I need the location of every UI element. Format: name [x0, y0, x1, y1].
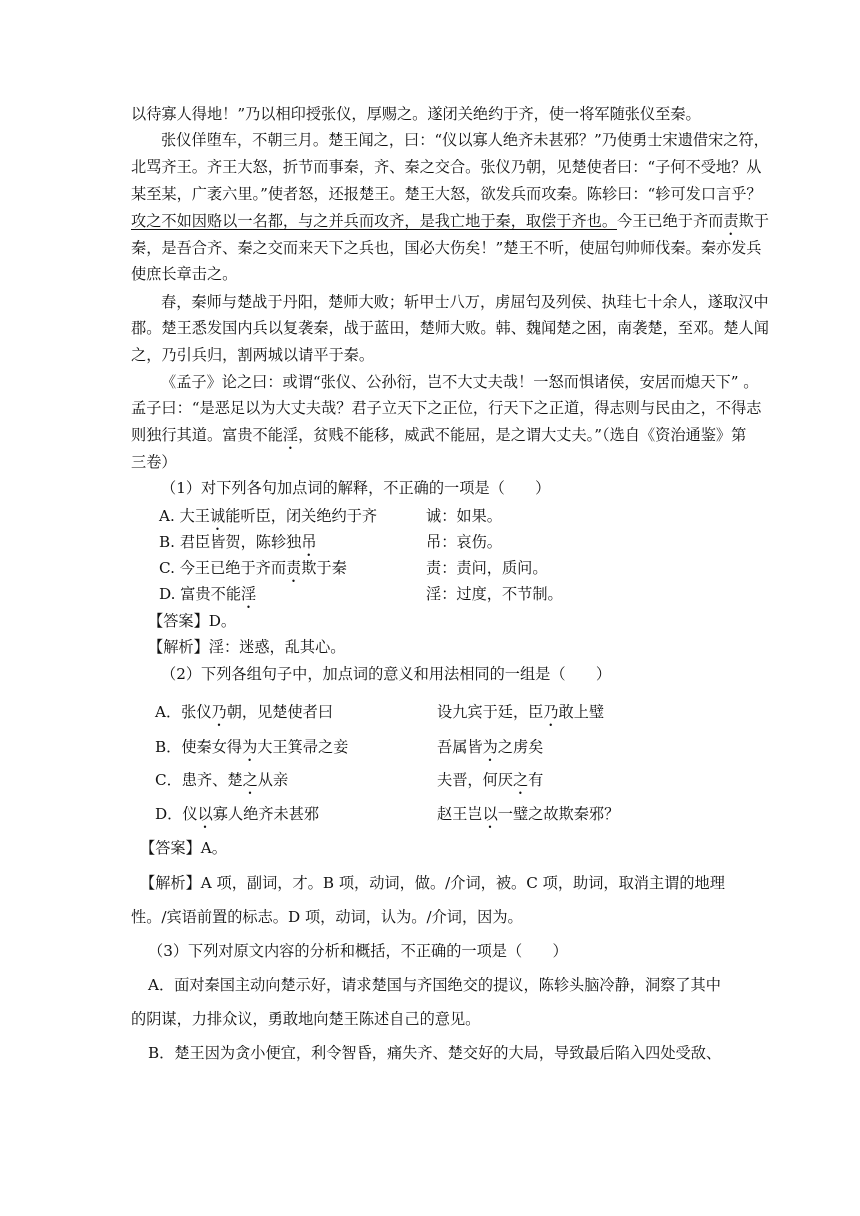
q1-option-b-explanation: 吊：哀伤。 [426, 533, 502, 551]
dotted-word: 乃 [543, 703, 559, 721]
passage-line: 秦，是吾合齐、秦之交而来天下之兵也，国必大伤矣！”楚王不听，使屈匄帅师伐秦。秦亦发兵 [131, 239, 762, 257]
dotted-word: 吊 [301, 533, 317, 551]
q2-option-b-right: 吾属皆为之虏矣 [437, 738, 544, 756]
passage-line: 北骂齐王。齐王大怒，折节而事秦，齐、秦之交合。张仪乃朝，见楚使者曰：“子何不受地？从 [131, 158, 762, 176]
question-3-stem: （3）下列对原文内容的分析和概括，不正确的一项是（ ） [148, 942, 568, 960]
q2-option-c: C．患齐、楚之从亲 夫晋，何厌之有 [155, 770, 736, 798]
q2-answer: 【答案】A。 [140, 839, 227, 857]
underlined-sentence: 攻之不如因赂以一名都，与之并兵而攻齐，是我亡地于秦，取偿于齐也。 [131, 212, 617, 230]
q3-option-b: B．楚王因为贪小便宜，利令智昏，痛失齐、楚交好的大局，导致最后陷入四处受敌、 [148, 1044, 722, 1062]
q2-option-b: B．使秦女得为大王箕帚之妾 吾属皆为之虏矣 [155, 737, 736, 765]
q3-option-a-cont: 的阴谋，力排众议，勇敢地向楚王陈述自己的意见。 [131, 1010, 481, 1028]
q1-option-a-explanation: 诚：如果。 [426, 507, 502, 525]
passage-line: 《孟子》论之曰：或谓“张仪、公孙衍，岂不大丈夫哉！一怒而惧诸侯，安居而熄天下” 。 [161, 373, 759, 391]
q2-option-a-right: 设九宾于廷，臣乃敢上璧 [437, 703, 605, 721]
q1-analysis: 【解析】淫：迷惑，乱其心。 [148, 638, 346, 656]
passage-line: 张仪佯堕车，不朝三月。楚王闻之，曰：“仪以寡人绝齐未甚邪？”乃使勇士宋遗借宋之符， [161, 131, 769, 149]
q1-answer: 【答案】D。 [148, 612, 237, 630]
q1-option-d-explanation: 淫：过度，不节制。 [426, 585, 563, 603]
q1-option-c-explanation: 责：责问，质问。 [426, 559, 548, 577]
passage-line: 春，秦师与楚战于丹阳，楚师大败；斩甲士八万，虏屈匄及列侯、执珪七十余人，遂取汉中 [161, 293, 769, 311]
passage-line: 使庶长章击之。 [131, 265, 238, 283]
q2-option-a: A．张仪乃朝，见楚使者曰 设九宾于廷，臣乃敢上璧 [155, 702, 736, 730]
passage-line: 以待寡人得地！”乃以相印授张仪，厚赐之。遂闭关绝约于齐，使一将军随张仪至秦。 [131, 105, 701, 123]
dotted-word: 为 [242, 738, 258, 756]
q1-option-d: D. 富贵不能淫 淫：过度，不节制。 [159, 585, 563, 603]
q2-option-c-right: 夫晋，何厌之有 [437, 771, 544, 789]
passage-line: 则独行其道。富贵不能淫，贫贱不能移，威武不能屈，是之谓大丈夫。”（选自《资治通鉴》第 [131, 426, 747, 444]
dotted-word: 为 [482, 738, 498, 756]
dotted-word: 责 [723, 212, 739, 230]
q1-option-a: A. 大王诚能听臣，闭关绝约于齐 诚：如果。 [159, 507, 502, 525]
passage-line: 孟子曰：“是恶足以为大丈夫哉？君子立天下之正位，行天下之正道，得志则与民由之，不得志 [131, 399, 762, 417]
q2-option-d: D．仪以寡人绝齐未甚邪 赵王岂以一璧之故欺秦邪？ [155, 804, 736, 832]
q2-analysis-cont: 性。/宾语前置的标志。D 项，动词，认为。/介词，因为。 [131, 908, 523, 926]
q3-option-a: A．面对秦国主动向楚示好，请求楚国与齐国绝交的提议，陈轸头脑冷静，洞察了其中 [148, 976, 721, 994]
q1-option-c: C. 今王已绝于齐而责欺于秦 责：责问，质问。 [159, 559, 548, 577]
q2-analysis: 【解析】A 项，副词，才。B 项，动词，做。/介词，被。C 项，助词，取消主谓的地理 [140, 874, 725, 892]
dotted-word: 乃 [211, 703, 227, 721]
dotted-word: 责 [286, 559, 302, 577]
dotted-word: 以 [197, 805, 213, 823]
passage-line: 三卷） [131, 453, 177, 471]
passage-line: 攻之不如因赂以一名都，与之并兵而攻齐，是我亡地于秦，取偿于齐也。今王已绝于齐而责欺于 [131, 212, 769, 230]
dotted-word: 之 [242, 771, 258, 789]
q2-option-d-right: 赵王岂以一璧之故欺秦邪？ [437, 805, 620, 823]
dotted-word: 淫 [282, 426, 299, 444]
passage-line: 郡。楚王悉发国内兵以复袭秦，战于蓝田，楚师大败。韩、魏闻楚之困，南袭楚，至邓。楚人闻 [131, 319, 769, 337]
dotted-word: 淫 [241, 585, 257, 603]
dotted-word: 以 [482, 805, 498, 823]
passage-line: 之，乃引兵归，割两城以请平于秦。 [131, 346, 374, 364]
dotted-word: 诚 [210, 507, 226, 525]
passage-line: 某至某，广袤六里。”使者怒，还报楚王。楚王大怒，欲发兵而攻秦。陈轸曰：“轸可发口言乎？ [131, 185, 762, 203]
dotted-word: 之 [512, 771, 529, 789]
question-1-stem: （1）对下列各句加点词的解释，不正确的一项是（ ） [161, 479, 551, 497]
question-2-stem: （2）下列各组句子中，加点词的意义和用法相同的一组是（ ） [161, 665, 612, 683]
q1-option-b: B. 君臣皆贺，陈轸独吊 吊：哀伤。 [159, 533, 502, 551]
